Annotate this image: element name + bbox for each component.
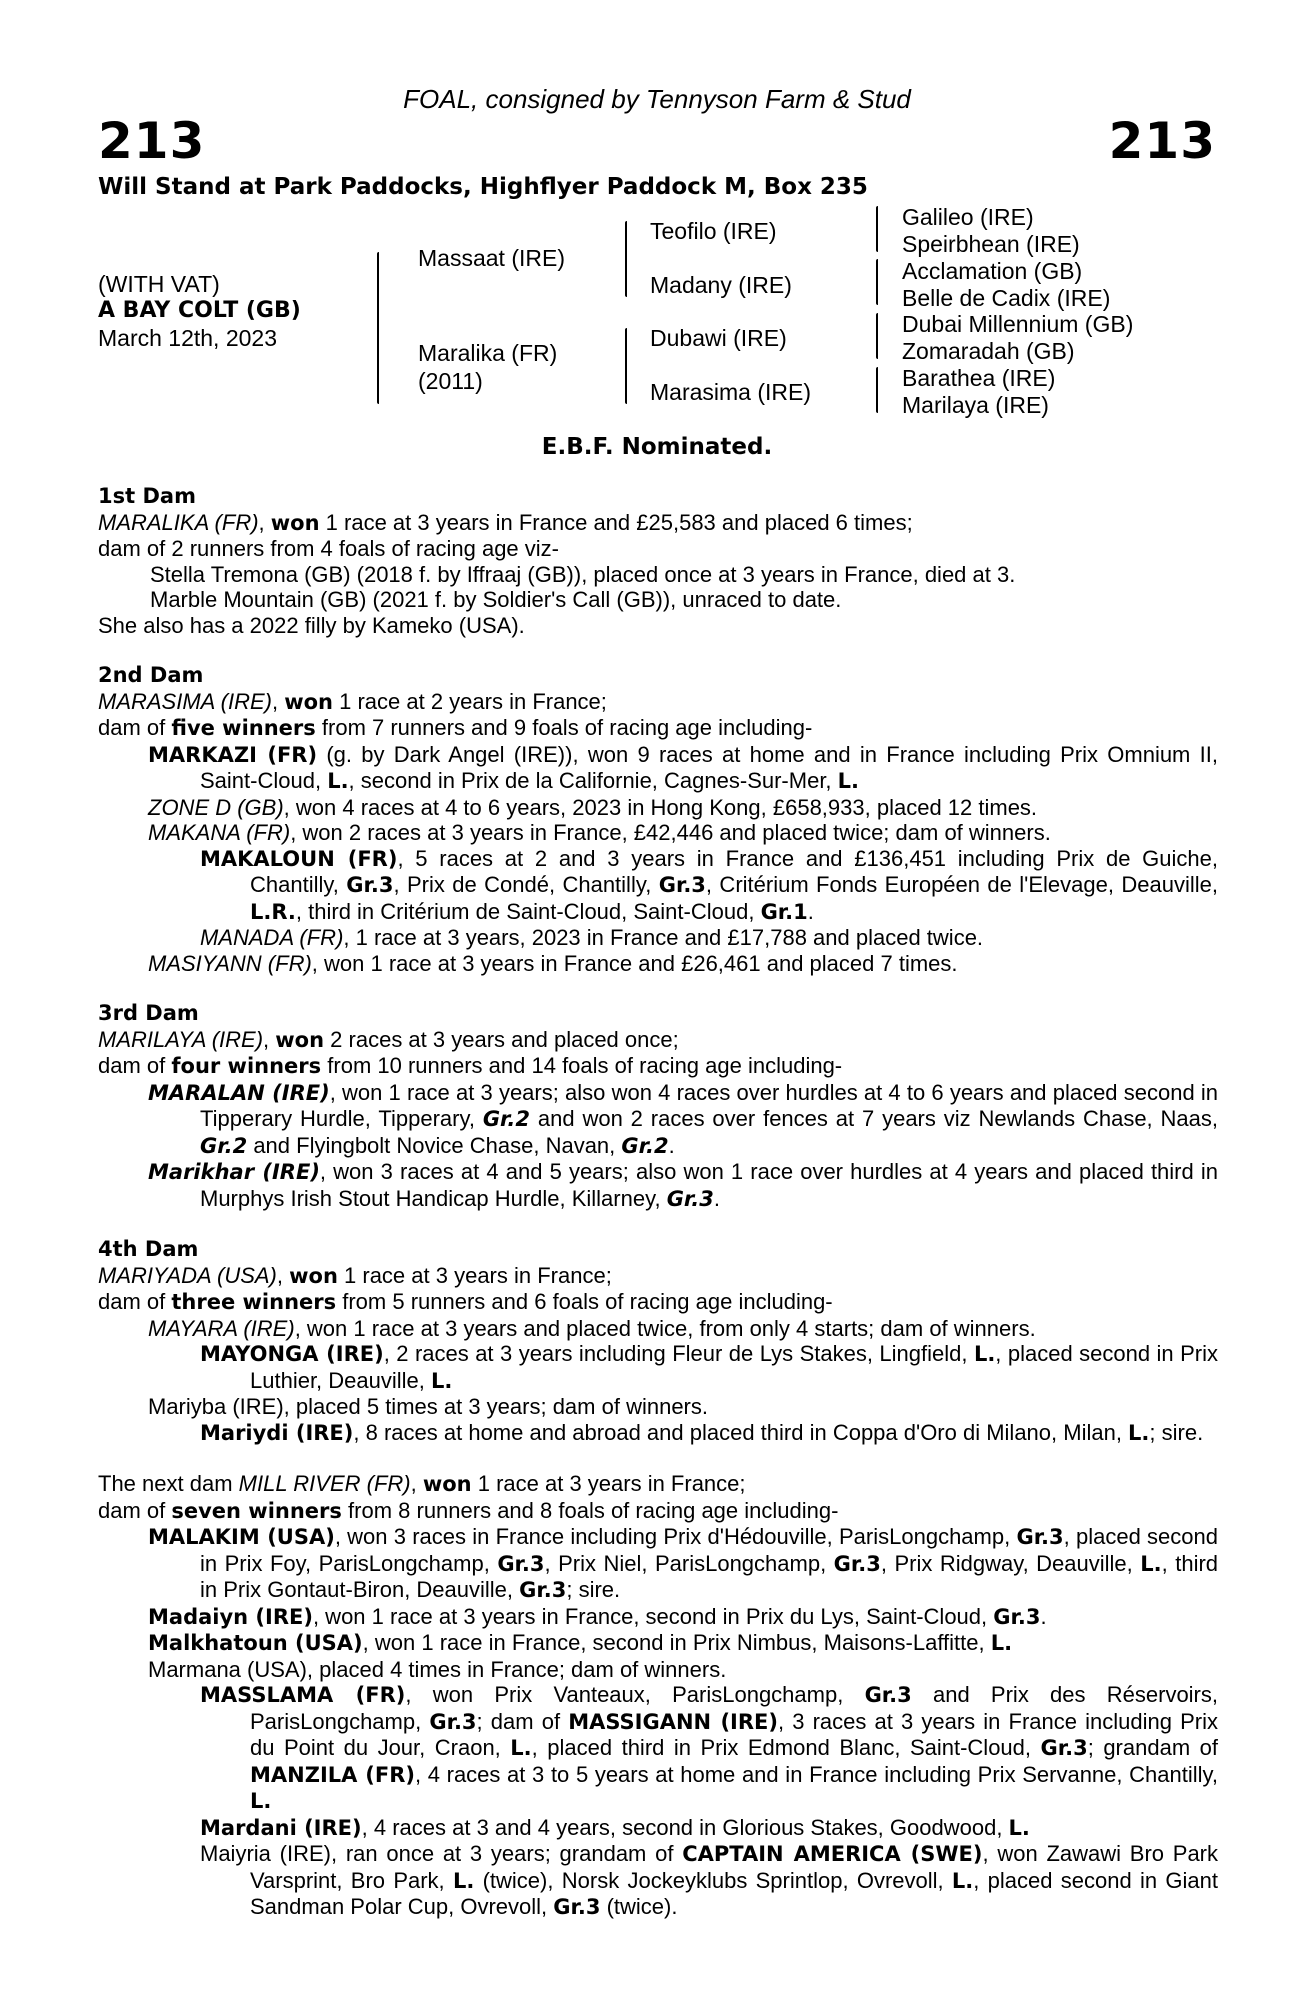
text-run: L. [951,1868,974,1893]
text-run: from 8 runners and 8 foals of racing age including- [341,1497,839,1523]
text-run: (g. by Dark Angel (IRE)), won 9 races at home and in France including Prix Omnium II, Saint-Cloud, [200,741,1218,793]
text-run: Madaiyn (IRE) [148,1604,313,1629]
text-run: dam of [98,1053,172,1078]
text-run: 1 race at 2 years in France; [333,688,607,714]
text-run: and won 2 races over fences at 7 years viz Newlands Chase, Naas, [530,1106,1218,1131]
produce-entry [98,846,1218,926]
text-run: MARIYADA (USA) [98,1262,277,1288]
sire: Massaat (IRE) [418,245,565,271]
text-run: won [422,1472,472,1496]
text-run: Gr.3 [346,873,394,897]
text-run: L.R. [250,899,296,924]
text-run: and Prix des Réservoirs, ParisLongchamp, [250,1682,1219,1734]
produce-summary: dam of 2 runners from 4 foals of racing age viz- [98,536,559,561]
text-run: L. [431,1368,453,1393]
text-run: Marikhar (IRE) [148,1160,320,1184]
produce-entry [98,820,1218,846]
produce-entry [98,1420,1218,1447]
text-run: MAYARA (IRE) [148,1315,295,1341]
text-run: , [258,509,271,535]
text-run: Gr.3 [553,1895,601,1919]
text-run: Gr.3 [666,1186,714,1211]
text-run: MARASIMA (IRE) [98,688,272,714]
pedigree-brace-g1 [876,206,878,252]
produce-summary [98,1289,1218,1316]
text-run: . [807,898,814,924]
text-run: ; sire. [1149,1419,1204,1445]
text-run: MARALIKA (FR) [98,509,259,535]
text-run: and Flyingbolt Novice Chase, Navan, [247,1132,622,1158]
text-run: Gr.3 [1040,1736,1088,1760]
text-run: , [410,1471,423,1496]
text-run: won [270,510,320,535]
granddam-1: Speirbhean (IRE) [902,231,1080,257]
text-run: L. [973,1342,996,1366]
text-run: three winners [171,1290,337,1314]
text-run: MARILAYA (IRE) [98,1026,264,1052]
granddam-4: Marilaya (IRE) [902,392,1049,418]
text-run: MASSLAMA (FR) [200,1683,406,1707]
text-run: , [271,688,285,714]
text-run: , 2 races at 3 years including Fleur de Lys Stakes, Lingfield, [383,1341,974,1366]
next-dam-summary [98,1471,1218,1498]
produce-note: She also has a 2022 filly by Kameko (USA). [98,612,525,638]
text-run: , won 1 race at 3 years and placed twice, from only 4 starts; dam of winners. [294,1315,1036,1341]
produce-entry [98,925,1218,951]
text-run: , second in Prix de la Californie, Cagnes-Sur-Mer, [348,768,838,793]
text-run: L. [1128,1420,1150,1445]
text-run: Mardani (IRE) [200,1815,362,1840]
grandsire-3: Dubai Millennium (GB) [902,311,1134,337]
text-run: MANZILA (FR) [250,1762,415,1787]
text-run: Gr.3 [864,1683,912,1707]
text-run: , 4 races at 3 and 4 years, second in Glorious Stakes, Goodwood, [361,1814,1009,1840]
text-run: Malkhatoun (USA) [148,1631,363,1655]
text-run: 1 race at 3 years in France and £25,583 and placed 6 times; [319,509,913,535]
text-run: , placed second in Prix Foy, ParisLongchamp, [200,1524,1219,1576]
text-run: The next dam [98,1471,239,1496]
section-heading-1st-dam: 1st Dam [98,484,196,508]
text-run: ; sire. [566,1577,621,1602]
text-run: five winners [171,716,316,740]
pedigree-brace-g3 [876,313,878,359]
grandsire-1: Galileo (IRE) [902,204,1034,230]
granddam-2: Belle de Cadix (IRE) [902,285,1111,311]
sire-sire: Teofilo (IRE) [650,218,777,244]
pedigree-brace-g2 [876,259,878,305]
text-run: ; grandam of [1087,1735,1218,1760]
text-run: . [668,1132,675,1158]
pedigree-brace-g4 [876,367,878,413]
text-run: Gr.3 [429,1709,477,1734]
text-run: , third in Critérium de Saint-Cloud, Saint-Cloud, [295,898,761,924]
text-run: Gr.3 [658,873,706,897]
text-run: Gr.3 [993,1604,1041,1629]
text-run: Maiyria (IRE), ran once at 3 years; grandam of [200,1841,683,1866]
text-run: L. [327,769,349,793]
text-run: , 8 races at home and abroad and placed third in Coppa d'Oro di Milano, Milan, [353,1419,1129,1445]
section-heading-2nd-dam: 2nd Dam [98,663,204,687]
text-run: MASIYANN (FR) [148,950,312,976]
text-run: , won Prix Vanteaux, ParisLongchamp, [405,1682,865,1707]
text-run: from 7 runners and 9 foals of racing age including- [315,715,813,740]
produce-entry [98,742,1218,795]
vat-note: (WITH VAT) [98,271,220,297]
text-run: MILL RIVER (FR) [238,1471,411,1496]
text-run: dam of [98,1497,172,1523]
text-run: , won 1 race at 3 years in France, second in Prix du Lys, Saint-Cloud, [312,1603,994,1629]
dam-summary [98,1263,1218,1290]
produce-entry [98,1316,1218,1342]
stand-location: Will Stand at Park Paddocks, Highflyer Paddock M, Box 235 [98,174,868,200]
text-run: MALAKIM (USA) [148,1525,335,1549]
text-run: L. [990,1631,1013,1655]
text-run: L. [510,1736,532,1760]
foaling-date: March 12th, 2023 [98,325,278,351]
lot-number-left: 213 [98,112,206,170]
text-run: seven winners [171,1498,342,1523]
text-run: . [1040,1603,1047,1629]
text-run: from 10 runners and 14 foals of racing age including- [321,1053,843,1078]
produce-entry: Marmana (USA), placed 4 times in France; dam of winners. [148,1656,727,1682]
text-run: , won Zawawi Bro Park Varsprint, Bro Park, [250,1841,1219,1893]
text-run: , Prix Ridgway, Deauville, [880,1550,1141,1576]
dam: Maralika (FR) [418,340,558,366]
text-run: L. [837,769,860,793]
text-run: 1 race at 3 years in France; [337,1262,612,1288]
text-run: dam of [98,1289,172,1314]
produce-entry [98,1524,1218,1604]
text-run: (twice), Norsk Jockeyklubs Sprintlop, Ovrevoll, [474,1867,952,1893]
text-run: ZONE D (GB) [148,794,284,820]
text-run: Mariydi (IRE) [200,1420,354,1445]
text-run: from 5 runners and 6 foals of racing age including- [336,1289,833,1314]
produce-entry [98,795,1218,821]
lot-number-right: 213 [1108,112,1216,170]
text-run: , 1 race at 3 years, 2023 in France and £17,788 and placed twice. [343,925,984,950]
text-run: Gr.1 [760,899,808,924]
text-run: , placed second in Prix Luthier, Deauville, [250,1341,1218,1393]
granddam-3: Zomaradah (GB) [902,338,1075,364]
produce-summary [98,1498,1218,1525]
text-run: , [276,1262,290,1288]
text-run: CAPTAIN AMERICA (SWE) [682,1842,983,1866]
produce-summary [98,1053,1218,1080]
text-run: Gr.3 [497,1551,545,1576]
produce-summary [98,715,1218,742]
text-run: MANADA (FR) [200,925,344,950]
text-run: ; dam of [476,1708,569,1734]
catalogue-body [98,484,1218,1921]
produce-entry [98,1341,1218,1394]
produce-entry [98,951,1218,977]
dam-summary [98,1027,1218,1054]
produce-entry [98,1682,1218,1815]
text-run: Gr.2 [621,1133,669,1158]
text-run: , third in Prix Gontaut-Biron, Deauville, [200,1550,1219,1602]
text-run: 1 race at 3 years in France; [471,1471,746,1496]
grandsire-2: Acclamation (GB) [902,258,1083,284]
text-run: MAKALOUN (FR) [200,846,398,871]
text-run: Gr.3 [1016,1525,1064,1549]
text-run: , won 1 race at 3 years in France and £26,461 and placed 7 times. [311,950,958,976]
text-run: MARALAN (IRE) [148,1080,330,1105]
text-run: , won 4 races at 4 to 6 years, 2023 in Hong Kong, £658,933, placed 12 times. [283,794,1038,820]
text-run: , 5 races at 2 and 3 years in France and £136,451 including Prix de Guiche, Chantilly, [250,845,1218,897]
produce-entry: Marble Mountain (GB) (2021 f. by Soldier's Call (GB)), unraced to date. [150,587,842,612]
produce-entry [98,1080,1218,1160]
produce-entry [98,1604,1218,1631]
text-run: , Prix Niel, ParisLongchamp, [544,1550,834,1576]
section-heading-3rd-dam: 3rd Dam [98,1001,199,1025]
text-run: , placed second in Giant Sandman Polar Cup, Ovrevoll, [250,1867,1219,1919]
text-run: , 4 races at 3 to 5 years at home and in France including Prix Servanne, Chantilly, [414,1761,1219,1787]
grandsire-4: Barathea (IRE) [902,365,1056,391]
text-run: Gr.3 [833,1551,881,1576]
lot-name: A BAY COLT (GB) [98,298,301,323]
text-run: L. [452,1868,475,1893]
text-run: , placed third in Prix Edmond Blanc, Saint-Cloud, [531,1735,1041,1760]
text-run: L. [1008,1815,1030,1840]
pedigree-brace-dam [625,328,627,404]
text-run: L. [1140,1551,1162,1576]
text-run: 2 races at 3 years and placed once; [324,1026,679,1052]
text-run: MAYONGA (IRE) [200,1342,384,1366]
dam-year: (2011) [418,368,483,394]
text-run: Gr.3 [519,1578,567,1602]
dam-summary [98,689,1218,716]
text-run: MAKANA (FR) [148,820,291,845]
dam-sire: Dubawi (IRE) [650,325,787,351]
text-run: MARKAZI (FR) [148,742,318,767]
dam-summary [98,510,1218,537]
produce-entry [98,1630,1218,1657]
text-run: , 3 races at 3 years in France including Prix du Point du Jour, Craon, [250,1708,1218,1760]
text-run: won [289,1263,338,1288]
pedigree-brace-sire [625,221,627,297]
sire-dam: Madany (IRE) [650,272,792,298]
text-run: (twice). [600,1894,678,1919]
text-run: dam of [98,715,172,740]
consignor-line: FOAL, consigned by Tennyson Farm & Stud [403,84,911,114]
text-run: Gr.2 [482,1107,531,1131]
text-run: , won 3 races in France including Prix d'Hédouville, ParisLongchamp, [334,1524,1017,1549]
text-run: , won 2 races at 3 years in France, £42,446 and placed twice; dam of winners. [290,820,1051,845]
text-run: , [263,1026,276,1052]
produce-entry: Stella Tremona (GB) (2018 f. by Iffraaj (GB)), placed once at 3 years in France, died at 3. [150,561,1016,587]
produce-entry [98,1159,1218,1212]
text-run: , won 3 races at 4 and 5 years; also won 1 race over hurdles at 4 years and placed third in Murphys Irish Stout Handicap Hurdle, Killarney, [200,1159,1218,1211]
dam-dam: Marasima (IRE) [650,379,812,405]
text-run: Gr.2 [200,1133,248,1158]
text-run: , won 1 race in France, second in Prix Nimbus, Maisons-Laffitte, [362,1630,991,1655]
pedigree-brace-main [377,252,379,404]
text-run: L. [250,1789,272,1813]
text-run: MASSIGANN (IRE) [568,1709,778,1734]
produce-entry: Mariyba (IRE), placed 5 times at 3 years; dam of winners. [148,1394,708,1419]
text-run: won [284,689,333,714]
text-run: . [713,1185,721,1211]
ebf-nominated: E.B.F. Nominated. [541,434,773,460]
text-run: , Critérium Fonds Européen de l'Elevage, Deauville, [705,872,1218,897]
text-run: , Prix de Condé, Chantilly, [393,872,659,897]
produce-entry [98,1841,1218,1921]
text-run: , won 1 race at 3 years; also won 4 races over hurdles at 4 to 6 years and placed second in Tipperary Hurdle, Tipperary, [200,1079,1218,1131]
text-run: won [275,1027,325,1052]
section-heading-4th-dam: 4th Dam [98,1237,199,1261]
produce-entry [98,1815,1218,1842]
text-run: four winners [171,1054,322,1078]
